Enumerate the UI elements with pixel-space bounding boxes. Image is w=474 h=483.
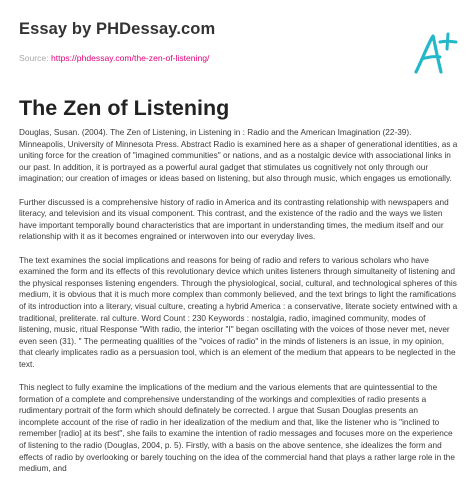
page-header	[0, 0, 474, 92]
page-title: The Zen of Listening	[19, 96, 230, 120]
essay-paragraph: Douglas, Susan. (2004). The Zen of Listening, in Listening in : Radio and the American Imagination (22-39). Minneapolis, University of Minnesota Press. Abstract Radio is examined here as a shaper of generational identities, as a uniting force for the creation of "imagined communities" or nations, and as a nostalgic device with associational links in our past. In addition, it is portrayed as a powerful aural gadget that stimulates us cognitively not only through our imagination; our creation of images or ideas based on listening, but also through music, which engages us emotionally.	[19, 128, 458, 184]
essay-body	[19, 127, 459, 483]
essay-paragraph: This neglect to fully examine the implications of the medium and the various elements that are quintessential to the formation of a complete and comprehensive understanding of the workings and complexities of radio presents a rudimentary portrait of the form which should definately be corrected. I argue that Susan Douglas presents an incomplete account of the rise of radio in her idealization of the medium and that, like the listener who is "inclined to remember [radio] at its best", she fails to examine the intention of radio messages and focuses more on the experience of listening to the radio (Douglas, 2004, p. 5). Firstly, with a basis on the above sentence, she idealizes the form and effects of radio by overlooking or barely touching on the idea of the commercial hand that plays a rather large role in the medium, and	[19, 383, 455, 474]
a-plus-grade-icon	[412, 30, 458, 76]
essay-paragraph: The text examines the social implications and reasons for being of radio and refers to various scholars who have examined the form and its effects of this revolutionary device which unites listeners through simultaneity of listening and the physical responses listening engenders. Through the physiological, social, cultural, and technological spheres of this medium, it is obvious that it is much more complex than commonly believed, and the text brings to light the ramifications of its introduction into a literary, visual culture, creating a hybrid America : a conservative, literate society entwined with a traditional, preliterate. ral culture. Word Count : 230 Keywords : nostalgia, radio, imagined community, modes of listening, music, ritual Response "With radio, the interior "I" began oscillating with the voices of those never met, never even seen (31). " The permeating qualities of the "voices of radio" in the minds of listeners is an issue, in my opinion, that clearly implicates radio as a persuasion tool, which is an element of the medium that appears to be neglected in the text.	[19, 255, 458, 369]
essay-paragraph: Further discussed is a comprehensive history of radio in America and its contrasting relationship with newspapers and literacy, and television and its visual component. This contrast, and the existence of the radio and the ways we listen have important temporally bound characteristics that are important in understanding times, the medium itself and our relationship with it as it becomes engrained or interwoven into our everyday lives.	[19, 197, 449, 242]
site-brand[interactable]: Essay by PHDessay.com	[19, 20, 216, 38]
source-link[interactable]: https://phdessay.com/the-zen-of-listening/	[51, 53, 210, 63]
source-label: Source:	[19, 53, 52, 63]
source-line	[19, 53, 209, 63]
